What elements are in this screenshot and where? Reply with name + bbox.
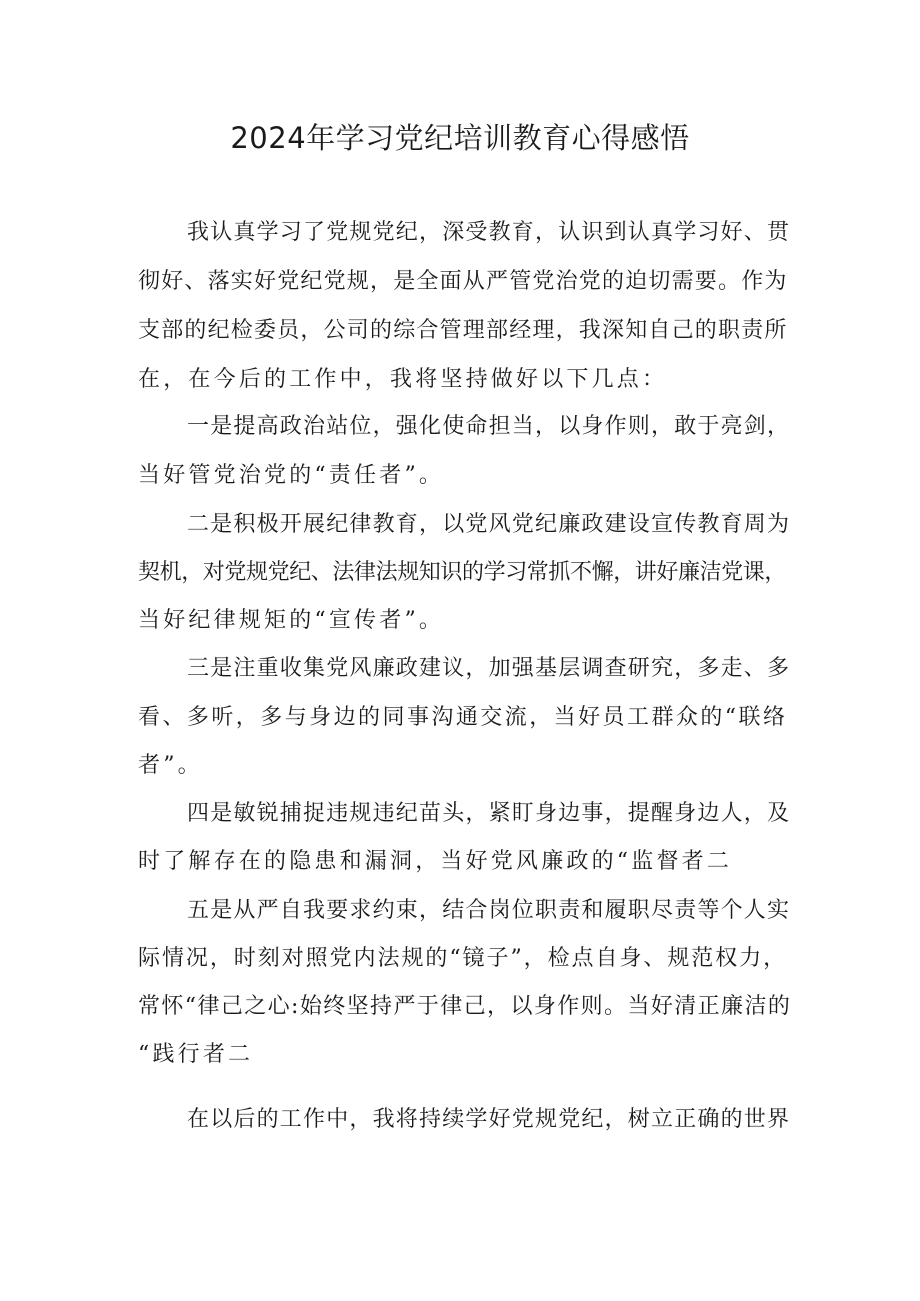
paragraph-line: 五是从严自我要求约束，结合岗位职责和履职尽责等个人实 bbox=[187, 898, 791, 923]
paragraph-line: 四是敏锐捕捉违规违纪苗头，紧盯身边事，提醒身边人，及 bbox=[187, 801, 791, 826]
paragraph-line: “践行者二 bbox=[138, 1042, 254, 1067]
paragraph-line: 时了解存在的隐患和漏洞，当好党风廉政的“监督者二 bbox=[138, 849, 733, 874]
paragraph-line: 一是提高政治站位，强化使命担当，以身作则，敢于亮剑， bbox=[187, 414, 791, 439]
paragraph-line: 常怀“律己之心:始终坚持严于律己，以身作则。当好清正廉洁的 bbox=[138, 994, 792, 1019]
paragraph-line: 彻好、落实好党纪党规，是全面从严管党治党的迫切需要。作为 bbox=[138, 269, 788, 294]
paragraph-line: 看、多听，多与身边的同事沟通交流，当好员工群众的“联络 bbox=[138, 705, 788, 730]
paragraph-line: 三是注重收集党风廉政建议，加强基层调查研究，多走、多 bbox=[187, 656, 791, 681]
paragraph-line: 支部的纪检委员，公司的综合管理部经理，我深知自己的职责所 bbox=[138, 318, 788, 343]
document-title: 2024年学习党纪培训教育心得感悟 bbox=[230, 121, 690, 155]
paragraph-line: 二是积极开展纪律教育，以党风党纪廉政建设宣传教育周为 bbox=[187, 512, 791, 537]
paragraph-line: 际情况，时刻对照党内法规的“镜子”，检点自身、规范权力， bbox=[138, 946, 788, 971]
paragraph-line: 在以后的工作中，我将持续学好党规党纪，树立正确的世界 bbox=[187, 1107, 791, 1132]
paragraph-line: 当好管党治党的“责任者”。 bbox=[138, 463, 445, 488]
paragraph-line: 我认真学习了党规党纪，深受教育，认识到认真学习好、贯 bbox=[187, 220, 791, 245]
paragraph-line: 在，在今后的工作中，我将坚持做好以下几点： bbox=[138, 367, 668, 392]
paragraph-line: 当好纪律规矩的“宣传者”。 bbox=[138, 608, 445, 633]
paragraph-line: 者”。 bbox=[138, 753, 203, 778]
paragraph-line: 契机，对党规党纪、法律法规知识的学习常抓不懈，讲好廉洁党课， bbox=[138, 560, 787, 585]
